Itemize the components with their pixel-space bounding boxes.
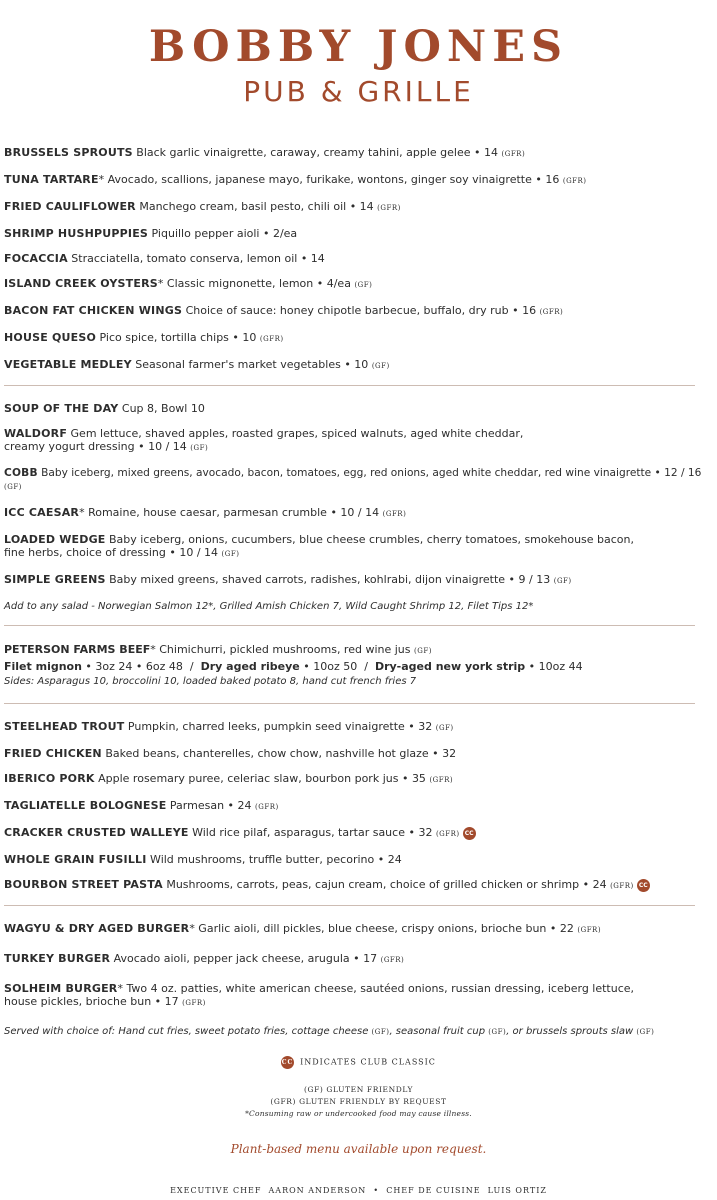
section-divider: [4, 625, 695, 626]
section-divider: [4, 905, 695, 906]
restaurant-title: BOBBY JONES: [148, 22, 569, 72]
club-classic-badge: CC: [281, 1056, 294, 1069]
salads-section: [4, 402, 709, 613]
menu-item: SHRIMP HUSHPUPPIES Piquillo pepper aioli • 2/ea: [4, 227, 298, 240]
menu-item: BOURBON STREET PASTA Mushrooms, carrots, peas, cajun cream, choice of grilled chicken or shrimp • 24 (GFR) CC: [4, 878, 709, 893]
section-divider: [4, 703, 695, 704]
chef-credits: EXECUTIVE CHEF AARON ANDERSON • CHEF DE CUISINE LUIS ORTIZ: [170, 1186, 547, 1195]
beef-cuts: Filet mignon • 3oz 24 • 6oz 48 / Dry aged ribeye • 10oz 50 / Dry-aged new york strip • 10oz 44: [4, 660, 583, 673]
menu-body: [4, 146, 709, 1051]
beef-section: [4, 642, 709, 689]
burgers-section: [4, 922, 709, 1039]
menu-item: COBB Baby iceberg, mixed greens, avocado, bacon, tomatoes, egg, red onions, aged white cheddar, red wine vinaigrette • 12 / 16 (GF): [4, 467, 702, 491]
menu-item: IBERICO PORK Apple rosemary puree, celeriac slaw, bourbon pork jus • 35 (GFR): [4, 772, 454, 785]
menu-item: ISLAND CREEK OYSTERS* Classic mignonette, lemon • 4/ea (GF): [4, 277, 373, 290]
gfr-legend: (GFR) GLUTEN FRIENDLY BY REQUEST: [270, 1097, 447, 1106]
salad-addon-note: Add to any salad - Norwegian Salmon 12*, Grilled Amish Chicken 7, Wild Caught Shrimp 12, Filet Tips 12*: [4, 601, 534, 612]
menu-item: TUNA TARTARE* Avocado, scallions, japanese mayo, furikake, wontons, ginger soy vinaigrette • 16 (GFR): [4, 173, 587, 186]
menu-item: WHOLE GRAIN FUSILLI Wild mushrooms, truffle butter, pecorino • 24: [4, 853, 402, 866]
raw-food-warning: *Consuming raw or undercooked food may cause illness.: [245, 1109, 472, 1118]
menu-item: SIMPLE GREENS Baby mixed greens, shaved carrots, radishes, kohlrabi, dijon vinaigrette • 9 / 13 (GF): [4, 573, 572, 586]
menu-item: LOADED WEDGE Baby iceberg, onions, cucumbers, blue cheese crumbles, cherry tomatoes, smokehouse bacon, fine herbs, choice of dressing • 10 / 14 (GF): [4, 533, 634, 559]
menu-item: FRIED CAULIFLOWER Manchego cream, basil pesto, chili oil • 14 (GFR): [4, 200, 401, 213]
gf-legend: (GF) GLUTEN FRIENDLY: [303, 1085, 414, 1094]
burger-sides-note: Served with choice of: Hand cut fries, sweet potato fries, cottage cheese (GF), seasonal fruit cup (GF), or brussels sprouts slaw (GF): [4, 1026, 655, 1037]
menu-item: WALDORF Gem lettuce, shaved apples, roasted grapes, spiced walnuts, aged white cheddar, creamy yogurt dressing • 10 / 14 (GF): [4, 427, 524, 453]
beef-sides: Sides: Asparagus 10, broccolini 10, loaded baked potato 8, hand cut french fries 7: [4, 676, 417, 687]
menu-item: CRACKER CRUSTED WALLEYE Wild rice pilaf, asparagus, tartar sauce • 32 (GFR) CC: [4, 826, 709, 841]
menu-item: WAGYU & DRY AGED BURGER* Garlic aioli, dill pickles, blue cheese, crispy onions, brioche bun • 22 (GFR): [4, 922, 602, 935]
menu-item: BRUSSELS SPROUTS Black garlic vinaigrette, caraway, creamy tahini, apple gelee • 14 (GFR): [4, 146, 526, 159]
menu-header: [0, 22, 717, 109]
club-classic-legend: CC INDICATES CLUB CLASSIC: [0, 1056, 717, 1069]
gluten-notes: [0, 1084, 717, 1120]
menu-item: STEELHEAD TROUT Pumpkin, charred leeks, pumpkin seed vinaigrette • 32 (GF): [4, 720, 454, 733]
club-classic-badge: CC: [463, 827, 476, 840]
menu-item: HOUSE QUESO Pico spice, tortilla chips • 10 (GFR): [4, 331, 284, 344]
club-classic-badge: CC: [637, 879, 650, 892]
menu-item: SOLHEIM BURGER* Two 4 oz. patties, white american cheese, sautéed onions, russian dressing, iceberg lettuce, house pickles, brioche bun • 17 (GFR): [4, 982, 635, 1008]
starters-section: [4, 146, 709, 373]
beef-item: PETERSON FARMS BEEF* Chimichurri, pickled mushrooms, red wine jus (GF): [4, 643, 432, 656]
plant-based-note: Plant-based menu available upon request.: [230, 1142, 487, 1156]
menu-item: FRIED CHICKEN Baked beans, chanterelles, chow chow, nashville hot glaze • 32: [4, 747, 457, 760]
menu-item: ICC CAESAR* Romaine, house caesar, parmesan crumble • 10 / 14 (GFR): [4, 506, 407, 519]
menu-item: VEGETABLE MEDLEY Seasonal farmer's market vegetables • 10 (GF): [4, 358, 390, 371]
menu-item: TURKEY BURGER Avocado aioli, pepper jack cheese, arugula • 17 (GFR): [4, 952, 405, 965]
mains-section: [4, 720, 709, 893]
restaurant-subtitle: PUB & GRILLE: [243, 75, 474, 108]
menu-item: FOCACCIA Stracciatella, tomato conserva, lemon oil • 14: [4, 252, 325, 265]
menu-item: TAGLIATELLE BOLOGNESE Parmesan • 24 (GFR): [4, 799, 279, 812]
section-divider: [4, 385, 695, 386]
menu-item: SOUP OF THE DAY Cup 8, Bowl 10: [4, 402, 205, 415]
menu-item: BACON FAT CHICKEN WINGS Choice of sauce: honey chipotle barbecue, buffalo, dry rub • 16 (GFR): [4, 304, 564, 317]
